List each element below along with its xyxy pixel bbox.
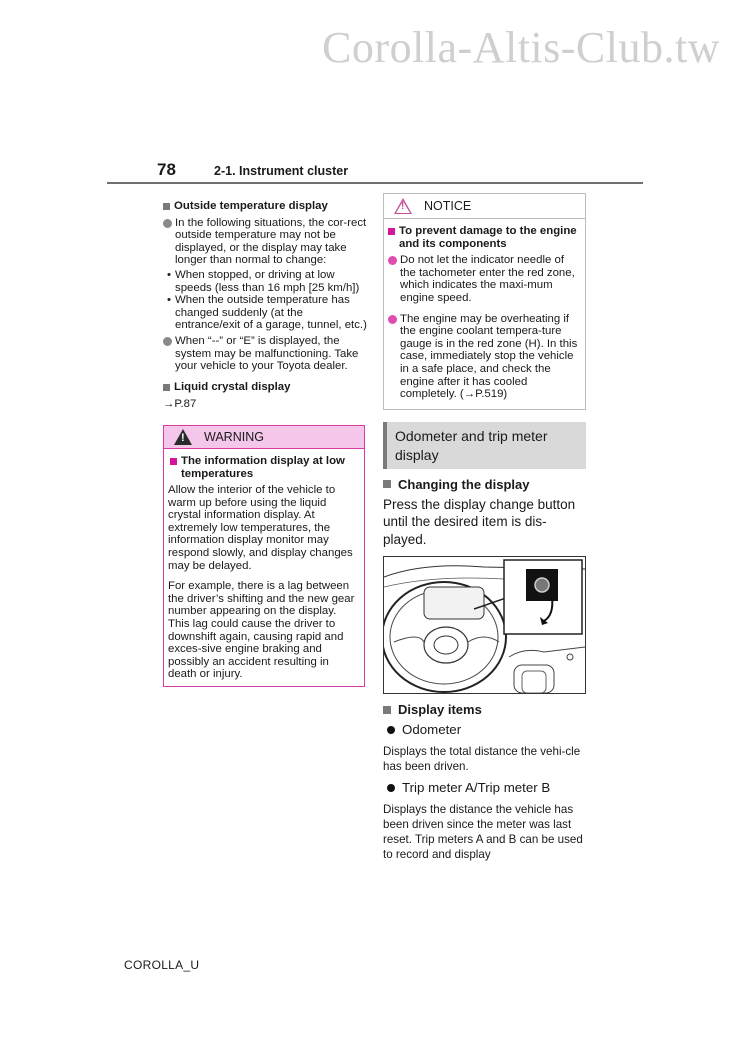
- changing-display-text: Press the display change button until the desired item is dis-played.: [383, 496, 576, 547]
- sub-item: • When stopped, or driving at low speeds (less than 16 mph [25 km/h]): [163, 269, 368, 294]
- list-item: Do not let the indicator needle of the tachometer enter the red zone, which indicates the maxi-mum engine speed.: [388, 254, 580, 304]
- square-icon: [163, 203, 170, 210]
- warning-triangle-icon: [174, 429, 192, 445]
- bullet-icon: [163, 337, 172, 346]
- bullet-icon: [388, 315, 397, 324]
- bullet-icon: [387, 726, 395, 734]
- bullet-icon: [163, 219, 172, 228]
- footer-model: COROLLA_U: [124, 958, 200, 972]
- warning-box: [163, 425, 365, 687]
- watermark: Corolla-Altis-Club.tw: [322, 23, 720, 72]
- odometer-description: Displays the total distance the vehi-cle has been driven.: [383, 745, 581, 774]
- list-item: In the following situations, the cor-rect outside temperature may not be displayed, or the display may take longer than normal to change:: [163, 217, 368, 267]
- trip-meter-description: Displays the distance the vehicle has been driven since the meter was last reset. Trip meters A and B can be used to record and display: [383, 803, 583, 862]
- notice-header: ! NOTICE: [384, 194, 585, 219]
- right-column: [383, 193, 586, 862]
- list-item: When “--” or “E” is displayed, the system may be malfunctioning. Take your vehicle to your Toyota dealer.: [163, 335, 368, 373]
- odometer-item: Odometer: [383, 722, 586, 737]
- sub-item: • When the outside temperature has changed suddenly (at the entrance/exit of a garage, tunnel, etc.): [163, 294, 368, 332]
- warning-paragraph: Allow the interior of the vehicle to warm up before using the liquid crystal information display. At extremely low temperatures, the information display monitor may respond slowly, and display changes may be delayed.: [168, 484, 353, 572]
- bullet-icon: [388, 256, 397, 265]
- warning-paragraph: For example, there is a lag between the driver’s shifting and the new gear number appearing on the display. This lag could cause the driver to downshift again, causing rapid and exces-sive engine braking and possibly an accident resulting in death or injury.: [168, 580, 355, 681]
- section-title: 2-1. Instrument cluster: [214, 164, 349, 178]
- steering-wheel-illustration: [383, 556, 586, 694]
- lcd-reference[interactable]: →P.87: [163, 398, 197, 411]
- notice-box: [383, 193, 586, 410]
- lcd-heading: Liquid crystal display: [163, 381, 368, 394]
- steering-wheel-icon: [384, 557, 585, 693]
- changing-display-heading: Changing the display: [383, 477, 586, 492]
- page-number: 78: [157, 160, 176, 179]
- square-icon: [388, 228, 395, 235]
- square-icon: [163, 384, 170, 391]
- square-icon: [383, 706, 391, 714]
- bullet-icon: [387, 784, 395, 792]
- list-item: The engine may be overheating if the engine coolant tempera-ture gauge is in the red zone (H). In this case, immediately stop the vehicle in a safe place, and check the engine after it has cooled completely. (→P.519): [388, 313, 580, 401]
- square-icon: [383, 480, 391, 488]
- square-icon: [170, 458, 177, 465]
- notice-heading: To prevent damage to the engine and its components: [388, 225, 580, 250]
- warning-heading: The information display at low temperatures: [168, 455, 360, 480]
- notice-triangle-icon: [394, 198, 412, 214]
- outside-temp-heading: Outside temperature display: [163, 200, 368, 213]
- dot-icon: •: [167, 268, 171, 281]
- warning-body: [164, 449, 364, 686]
- dot-icon: •: [167, 294, 171, 307]
- display-items-heading: Display items: [383, 702, 586, 717]
- left-column: [163, 200, 368, 687]
- trip-meter-item: Trip meter A/Trip meter B: [383, 780, 586, 795]
- section-heading-band: Odometer and trip meter display: [383, 422, 586, 469]
- notice-body: [384, 219, 585, 409]
- header-rule: [107, 182, 643, 184]
- warning-header: ! WARNING: [164, 426, 364, 449]
